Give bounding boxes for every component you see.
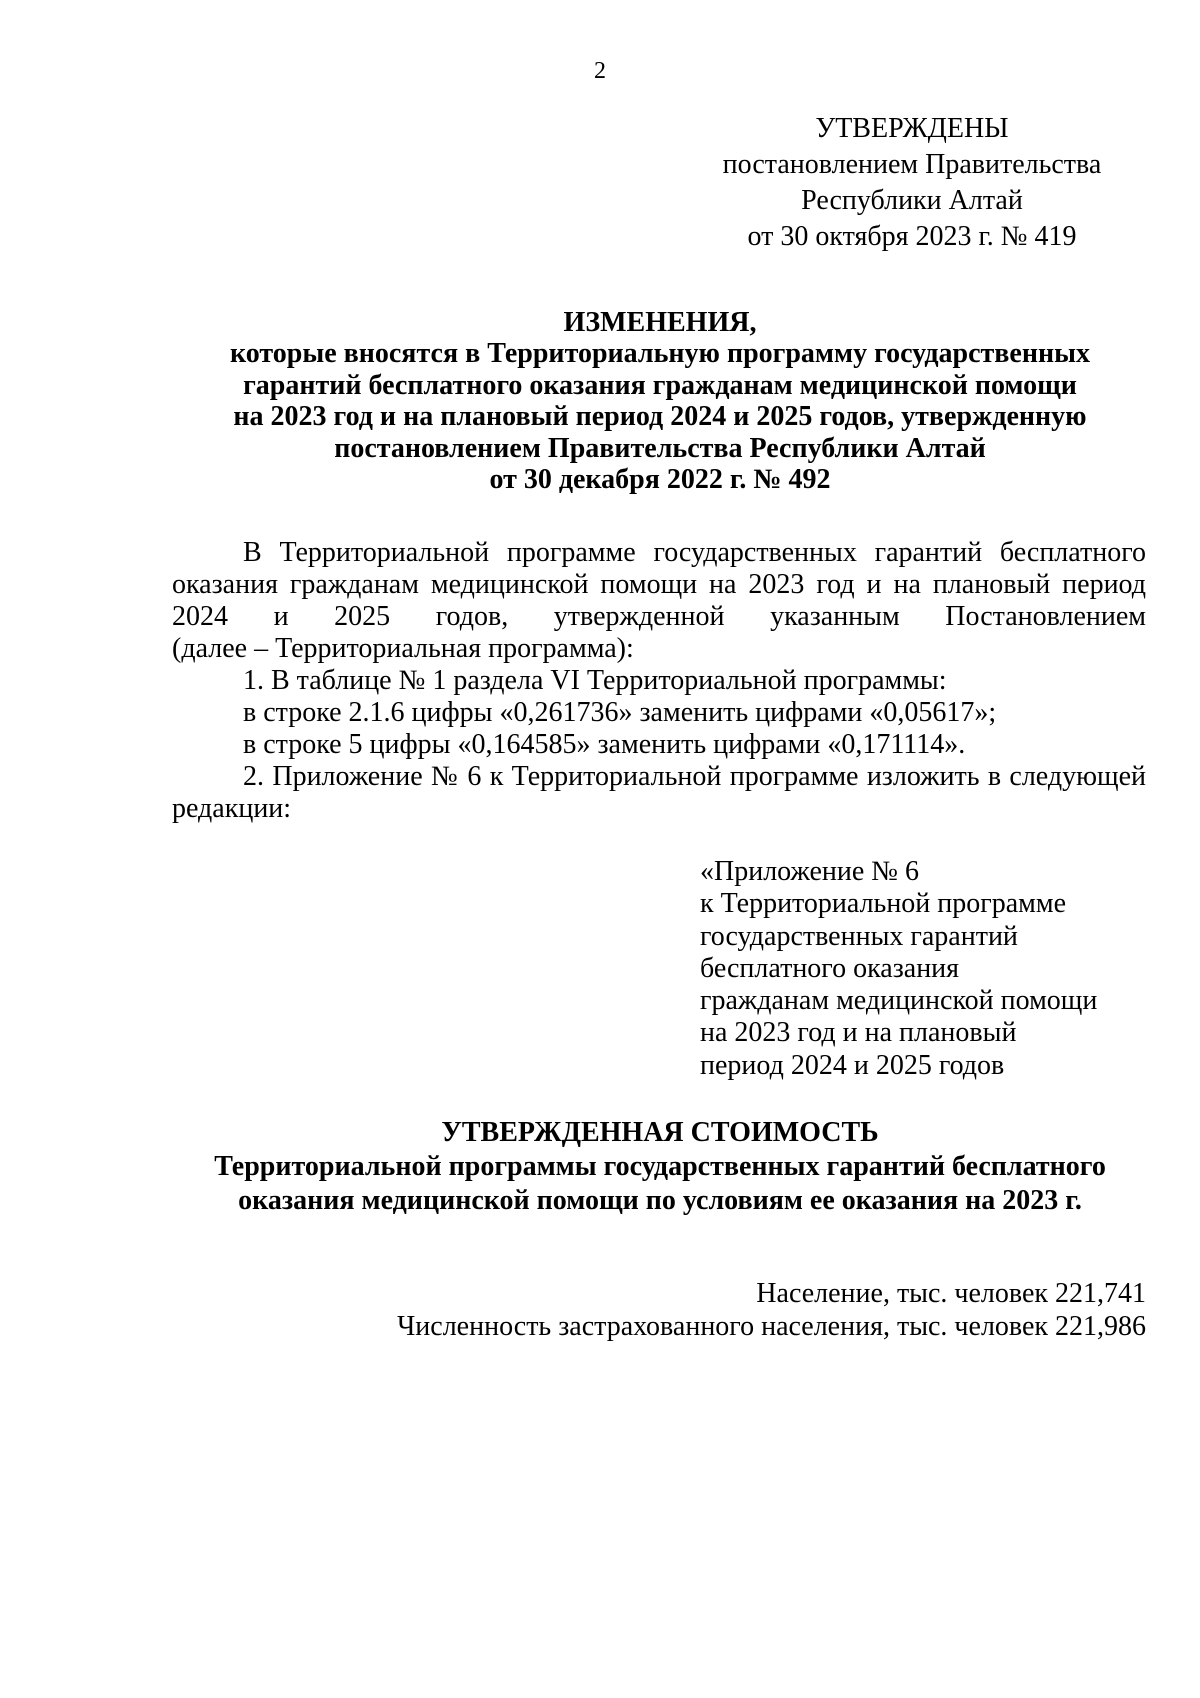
heading-line: гарантий бесплатного оказания гражданам медицинской помощи	[243, 369, 1077, 401]
appendix-line: «Приложение № 6	[700, 856, 919, 887]
appendix-line: гражданам медицинской помощи	[700, 985, 1098, 1017]
population-stat: Население, тыс. человек 221,741	[756, 1278, 1146, 1309]
approval-block	[692, 112, 1132, 256]
appendix-line: период 2024 и 2025 годов	[700, 1049, 1005, 1081]
intro-line: оказания гражданам медицинской помощи на 2023 год и на плановый период	[172, 569, 1146, 600]
heading-line: постановлением Правительства Республики Алтай	[334, 432, 986, 464]
changes-heading	[170, 306, 1150, 494]
appendix-line: государственных гарантий	[700, 920, 1018, 952]
appendix-line: бесплатного оказания	[700, 952, 960, 984]
intro-line: В Территориальной программе государственных гарантий бесплатного	[243, 537, 1146, 568]
item-1-b: в строке 5 цифры «0,164585» заменить цифрами «0,171114».	[243, 729, 966, 760]
appendix-line: на 2023 год и на плановый	[700, 1017, 1017, 1049]
appendix-line: к Территориальной программе	[700, 888, 1067, 920]
intro-line: (далее – Территориальная программа):	[172, 633, 634, 664]
heading-line: которые вносятся в Территориальную программу государственных	[229, 338, 1090, 370]
stats-block	[300, 1277, 1146, 1343]
item-1: 1. В таблице № 1 раздела VI Территориальной программы:	[243, 665, 947, 696]
intro-line: 2024 и 2025 годов, утвержденной указанным Постановлением	[172, 601, 1146, 632]
cost-subtitle-line: Территориальной программы государственных гарантий бесплатного	[214, 1151, 1106, 1182]
changes-title: ИЗМЕНЕНИЯ,	[563, 307, 757, 338]
item-2-cont: редакции:	[172, 793, 292, 824]
insured-stat: Численность застрахованного населения, тыс. человек 221,986	[397, 1311, 1146, 1342]
heading-line: от 30 декабря 2022 г. № 492	[489, 463, 831, 495]
approval-title: УТВЕРЖДЕНЫ	[815, 113, 1009, 144]
page-number: 2	[594, 58, 606, 84]
approval-line: Республики Алтай	[801, 185, 1023, 216]
body-text	[172, 536, 1146, 824]
item-1-a: в строке 2.1.6 цифры «0,261736» заменить цифрами «0,05617»;	[243, 697, 997, 728]
item-2: 2. Приложение № 6 к Территориальной программе изложить в следующей	[243, 761, 1146, 792]
cost-title: УТВЕРЖДЕННАЯ СТОИМОСТЬ	[441, 1117, 879, 1148]
cost-subtitle-line: оказания медицинской помощи по условиям ее оказания на 2023 г.	[238, 1185, 1082, 1216]
approval-line: постановлением Правительства	[722, 149, 1102, 180]
appendix-block	[700, 855, 1140, 1081]
heading-line: на 2023 год и на плановый период 2024 и 2025 годов, утвержденную	[233, 401, 1087, 433]
cost-heading	[170, 1116, 1150, 1218]
approval-line: от 30 октября 2023 г. № 419	[747, 221, 1077, 252]
